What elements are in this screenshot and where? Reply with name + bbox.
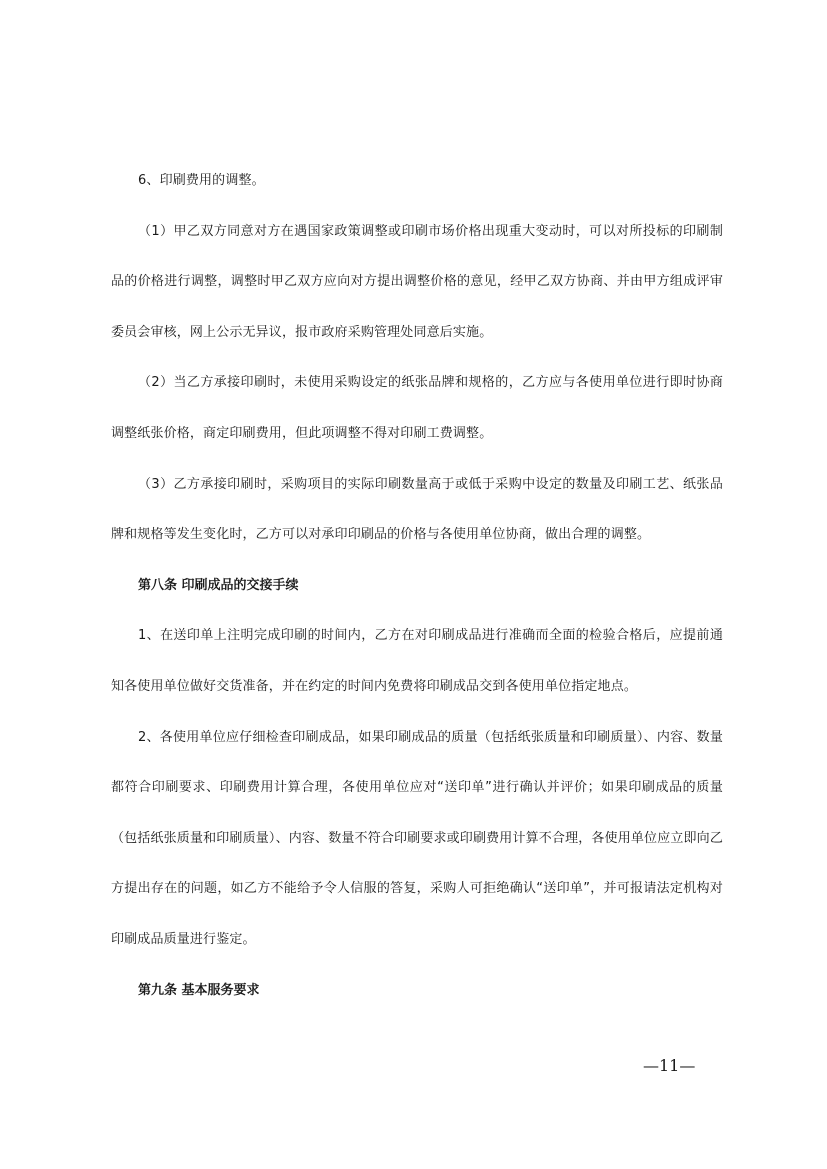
- paragraph-item-6: 6、印刷费用的调整。: [138, 173, 265, 188]
- document-body: [111, 156, 723, 1016]
- paragraph-item-6-1: （1）甲乙双方同意对方在遇国家政策调整或印刷市场价格出现重大变动时，可以对所投标的印刷制品的价格进行调整，调整时甲乙双方应向对方提出调整价格的意见，经甲乙双方协商、并由甲方组成评审委员会审核，网上公示无异议，报市政府采购管理处同意后实施。: [111, 223, 723, 340]
- paragraph-item-6-3: （3）乙方承接印刷时，采购项目的实际印刷数量高于或低于采购中设定的数量及印刷工艺、纸张品牌和规格等发生变化时，乙方可以对承印印刷品的价格与各使用单位协商，做出合理的调整。: [111, 476, 723, 543]
- paragraph-item-8-2: 2、各使用单位应仔细检查印刷成品，如果印刷成品的质量（包括纸张质量和印刷质量）、内容、数量都符合印刷要求、印刷费用计算合理，各使用单位应对“送印单”进行确认并评价；如果印刷成品的质量（包括纸张质量和印刷质量）、内容、数量不符合印刷要求或印刷费用计算不合理，各使用单位应立即向乙方提出存在的问题，如乙方不能给予令人信服的答复，采购人可拒绝确认“送印单”，并可报请法定机构对印刷成品质量进行鉴定。: [111, 729, 723, 947]
- section-heading-article-8: 第八条 印刷成品的交接手续: [138, 577, 299, 593]
- paragraph-item-8-1: 1、在送印单上注明完成印刷的时间内，乙方在对印刷成品进行准确而全面的检验合格后，应提前通知各使用单位做好交货准备，并在约定的时间内免费将印刷成品交到各使用单位指定地点。: [111, 628, 723, 694]
- paragraph-item-6-2: （2）当乙方承接印刷时，未使用采购设定的纸张品牌和规格的，乙方应与各使用单位进行即时协商调整纸张价格，商定印刷费用，但此项调整不得对印刷工费调整。: [111, 375, 723, 441]
- page-number: —11—: [643, 1056, 696, 1075]
- section-heading-article-9: 第九条 基本服务要求: [138, 982, 260, 998]
